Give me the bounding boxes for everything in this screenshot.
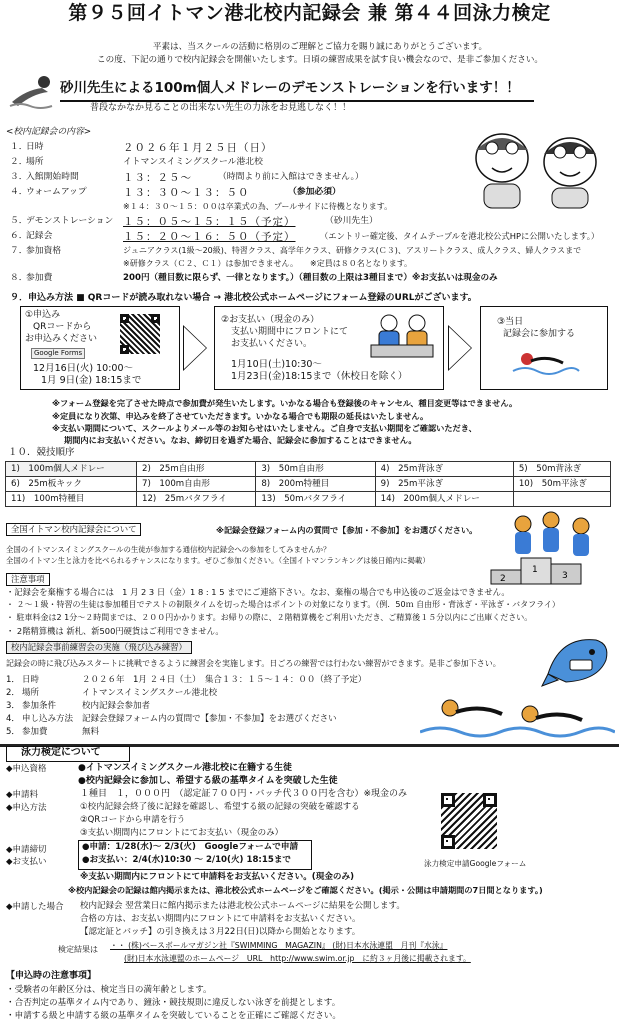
practice-item-date: 1． 日時 ２０２６年 1月 ２４日（土） 集合１３：１５～１４：００（終了予定） — [6, 675, 367, 685]
podium-swimmers-illustration — [487, 510, 612, 585]
intro-line: この度、下記の通りで校内記録会を開催いたします。日頃の練習成果を試す良い機会なので、是非ご参加ください。 — [96, 55, 544, 65]
test-fee-label: ◆申請料 — [6, 790, 39, 800]
step3-line1: 記録会に参加する — [503, 329, 576, 339]
test-pub-label: 検定結果は — [58, 945, 98, 954]
svg-text:1: 1 — [532, 565, 538, 575]
step2-date2: 1月23日(金)18:15まで（休校日を除く） — [231, 371, 408, 382]
page-title: 第９５回イトマン港北校内記録会 兼 第４４回泳力検定 — [68, 2, 551, 24]
test-fee: １種目 １，０００円 （認定証７００円・バッチ代３００円を含む）※現金のみ — [80, 789, 408, 799]
test-after2: 合格の方は、お支払い期間内にフロントにて申請料をお支払いください。 — [80, 914, 361, 924]
table-row: 1) 100m個人メドレー 2) 25m自由形 3) 50m自由形 4) 25m背泳ぎ 5) 50m背泳ぎ — [6, 462, 611, 477]
demo-headline: 砂川先生による100m個人メドレーのデモンストレーションを行います！！ — [60, 80, 520, 96]
step2-line2: お支払いください。 — [231, 339, 313, 349]
all-itoman-line1: 全国のイトマンスイミングスクールの生徒が参加する通信校内記録会への参加をしてみませんか？ — [6, 545, 331, 554]
practice-item-fee: 5． 参加費 無料 — [6, 727, 100, 737]
caution-item: ・ ２～１級・特習の生徒は参加種目でテストの制限タイムを切った場合はポイントの対象になります。（例．50ｍ 自由形・背泳ぎ・平泳ぎ・バタフライ） — [6, 600, 560, 609]
test-after-label: ◆申請した場合 — [6, 902, 64, 912]
test-after1: 校内記録会 翌営業日に館内掲示または港北校公式ホームページに結果を公開します。 — [80, 901, 405, 911]
swimmer-icon — [511, 347, 581, 377]
test-note1: ※支払い期間内にフロントにて申請料をお支払いください。(現金のみ) — [80, 872, 355, 882]
table-row: 11) 100m特種目 12) 25mバタフライ 13) 50mバタフライ 14) 200m個人メドレー — [6, 492, 611, 507]
intro-line: 平素は、当スクールの活動に格別のご理解とご協力を賜り誠にありがとうございます。 — [152, 42, 488, 52]
test-note2: ※校内記録会の記録は館内掲示または、港北校公式ホームページをご確認ください。(掲示・公開は申請期間の7日間となります。) — [68, 885, 543, 895]
step1-line2: お申込みください — [25, 334, 98, 344]
step2-date1: 1月10日(土)10:30～ — [231, 359, 322, 370]
test-method1: ①校内記録会終了後に記録を確認し、希望する級の記録の突破を確認する — [80, 802, 360, 812]
notice-item: ・合否判定の基準タイム内であり、鐘泳・競技規則に違反しない泳ぎを前提とします。 — [6, 998, 341, 1008]
svg-text:3: 3 — [562, 571, 568, 581]
test-method-label: ◆申込方法 — [6, 803, 47, 813]
apply-step1-box — [20, 306, 180, 390]
practice-item-place: 2． 場所 イトマンスイミングスクール港北校 — [6, 688, 218, 698]
test-method2: ②QRコードから申請を行う — [80, 815, 186, 825]
caution-item: ・ 2階精算機は 新札、新500円硬貨はご利用できません。 — [6, 626, 224, 636]
events-heading: １０．競技順序 — [8, 447, 75, 458]
caution-item: ・記録会を棄権する場合には 1 月 2 3 日（金）1 8 : 1 5 までにご連絡下さい。なお、棄権の場合でも申込後のご返金はできません。 — [6, 587, 510, 597]
kids-swimmers-illustration — [466, 128, 616, 210]
test-pub2: (財)日本水泳連盟のホームページ URL http://www.swim.or.jp に約３ヶ月後に掲載されます。 — [124, 954, 471, 963]
test-deadline1: ●申請：1/28(水)～ 2/3(火) Googleフォームで申請 — [82, 842, 299, 852]
test-pub1: ・・ (株)ベースボールマガジン社『SWIMMING MAGAZIN』 (財)日本水泳連盟 月刊『水泳』 — [110, 941, 448, 950]
meet-section-label: <校内記録会の内容> — [6, 127, 92, 137]
test-qual1: ●イトマンスイミングスクール港北校に在籍する生徒 — [78, 763, 292, 773]
test-qual-label: ◆申込資格 — [6, 764, 47, 774]
test-label-box — [6, 746, 130, 762]
swimmer-dive-icon — [8, 72, 54, 110]
swimming-kids-illustration — [420, 694, 615, 742]
apply-note: ※フォーム登録を完了させた時点で参加費が発生いたします。いかなる場合も登録後のキャンセル、種目変更等はできません。 — [52, 398, 518, 408]
apply-note: ※定員になり次第、申込みを終了させていただきます。いかなる場合でも期限の延長はいたしません。 — [52, 411, 429, 421]
step1-line1: QRコードから — [33, 322, 92, 332]
test-method3: ③支払い期間内にフロントにてお支払い（現金のみ） — [80, 828, 284, 838]
practice-item-condition: 3． 参加条件 校内記録会参加者 — [6, 701, 151, 711]
step2-title: ②お支払い（現金のみ） — [221, 315, 320, 325]
qr-code-test[interactable] — [440, 792, 498, 850]
apply-heading: ９．申込み方法 ■ QRコードが読み取れない場合 → 港北校公式ホームページにフォーム登録のURLがございます。 — [10, 293, 477, 303]
dolphin-mascot-icon — [540, 630, 615, 690]
all-itoman-label: 全国イトマン校内記録会について — [6, 523, 141, 536]
practice-label: 校内記録会事前練習会の実施（飛び込み練習） — [6, 641, 192, 654]
step1-date2: 1月 9日(金) 18:15まで — [41, 375, 142, 386]
all-itoman-line2: 全国のイトマン生と泳力を比べられるチャンスになります。ぜひご参加ください。（全国イトマンランキングは後日館内に掲載） — [6, 556, 430, 565]
practice-item-method: 4． 申し込み方法 記録会登録フォーム内の質問で【参加・不参加】をお選びください — [6, 714, 337, 724]
caution-item: ・ 駐車料金は2 1分～２時間までは、２００円かかります。お帰りの際に、２階精算機をご利用いただき、ご精算後１５分以内にご出庫ください。 — [6, 613, 533, 622]
test-label: 泳力検定について — [21, 747, 101, 758]
demo-headline-bar — [60, 80, 534, 102]
apply-step2-box — [214, 306, 444, 390]
step1-date1: 12月16日(火) 10:00～ — [33, 363, 133, 374]
apply-step3-box — [480, 306, 608, 390]
apply-note: 期間内にお支払いください。なお、締切日を過ぎた場合、記録会に参加することはできません。 — [64, 435, 417, 445]
all-itoman-note: ※記録会登録フォーム内の質問で【参加・不参加】をお選びください。 — [216, 525, 478, 535]
table-row: 6) 25m板キック 7) 100m自由形 8) 200m特種目 9) 25m平泳ぎ 10) 50m平泳ぎ — [6, 477, 611, 492]
step2-line1: 支払い期間中にフロントにて — [231, 327, 349, 337]
practice-intro: 記録会の時に飛び込みスタートに挑戦できるように練習会を実施します。日ごろの練習では行わない練習ができます。是非ご参加下さい。 — [6, 659, 501, 668]
notice-item: ・申請する級と申請する級の基準タイムを突破していることを正確にご確認ください。 — [6, 1011, 341, 1021]
events-table — [5, 461, 611, 507]
test-after3: 【認定証とバッチ】の引き換えは３月22日(日)以降から開始となります。 — [80, 927, 361, 937]
notice-item: ・受験者の年齢区分は、検定当日の満年齢とします。 — [6, 985, 212, 995]
front-desk-illustration — [367, 311, 437, 359]
test-pay-label: ◆お支払い — [6, 857, 47, 867]
apply-note: ※支払い期間について、スクールよりメール等のお知らせはいたしません。ご自身で支払い期間をご確認いただき、 — [52, 423, 477, 433]
step3-title: ③当日 — [497, 317, 524, 327]
test-qual2: ●校内記録会に参加し、希望する級の基準タイムを突破した生徒 — [78, 776, 338, 786]
qr-code-apply[interactable] — [119, 313, 161, 355]
test-qr-caption: 泳力検定申請Googleフォーム — [424, 859, 527, 868]
test-deadline2: ●お支払い：2/4(水)10:30 ～ 2/10(火) 18:15まで — [82, 855, 292, 865]
step1-title: ①申込み — [25, 310, 61, 320]
notice-label: 【申込時の注意事項】 — [6, 971, 97, 981]
demo-sub: 普段なかなか見ることの出来ない先生の力泳をお見逃しなく！！ — [90, 103, 352, 113]
test-deadline-label: ◆申請締切 — [6, 845, 47, 855]
caution-label: 注意事項 — [6, 573, 50, 586]
google-forms-badge: Google Forms — [31, 348, 85, 359]
svg-text:2: 2 — [500, 574, 506, 584]
